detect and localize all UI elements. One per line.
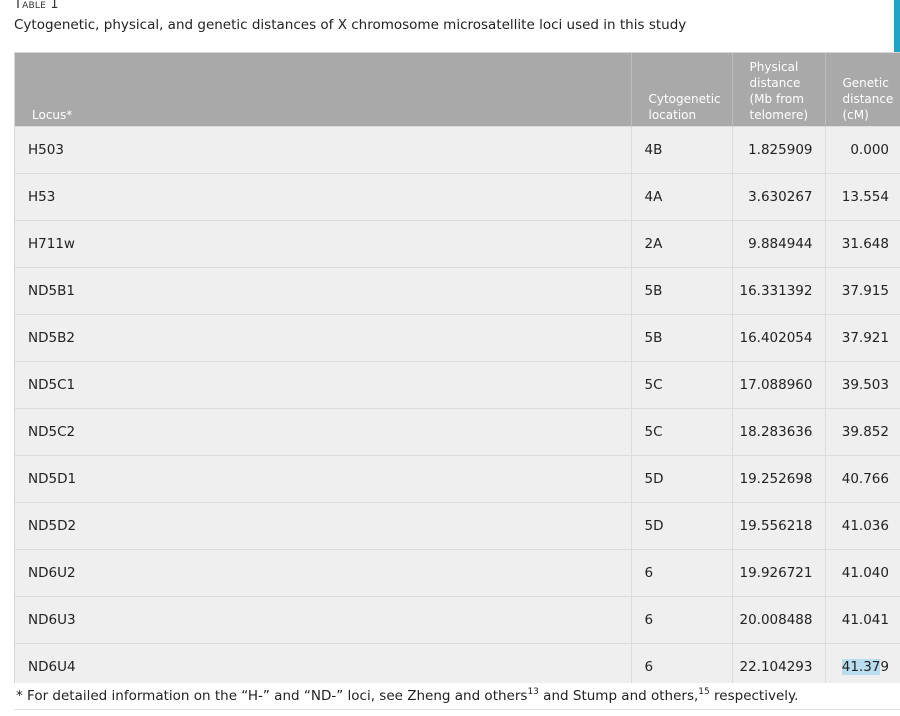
column-header-genetic: Genetic distance (cM) — [825, 53, 900, 127]
cell-genetic: 39.503 — [825, 362, 900, 409]
cell-genetic: 37.915 — [825, 268, 900, 315]
cell-cytogenetic: 4A — [631, 174, 732, 221]
cell-cytogenetic: 6 — [631, 644, 732, 691]
data-table-container[interactable] — [14, 52, 900, 690]
cell-locus: H711w — [15, 221, 631, 268]
data-table — [15, 53, 900, 690]
cell-cytogenetic: 4B — [631, 127, 732, 174]
table-row — [15, 456, 900, 503]
reference-link-13[interactable]: 13 — [527, 687, 539, 697]
cell-locus: ND5B2 — [15, 315, 631, 362]
table-row — [15, 409, 900, 456]
table-caption: Cytogenetic, physical, and genetic distances of X chromosome microsatellite loci used in this study — [14, 17, 687, 33]
cell-cytogenetic: 5B — [631, 268, 732, 315]
cell-physical: 18.283636 — [732, 409, 825, 456]
cell-locus: ND5B1 — [15, 268, 631, 315]
cell-cytogenetic: 5C — [631, 362, 732, 409]
reference-link-15[interactable]: 15 — [698, 687, 710, 697]
column-header-locus: Locus* — [15, 53, 631, 127]
table-label: Table 1 — [14, 0, 59, 12]
table-row — [15, 503, 900, 550]
table-row — [15, 221, 900, 268]
table-row — [15, 362, 900, 409]
cell-locus: ND6U3 — [15, 597, 631, 644]
cell-physical: 9.884944 — [732, 221, 825, 268]
footnote-text: and Stump and others, — [538, 688, 699, 704]
cell-physical: 22.104293 — [732, 644, 825, 691]
cell-physical: 16.402054 — [732, 315, 825, 362]
cell-physical: 1.825909 — [732, 127, 825, 174]
cell-cytogenetic: 5B — [631, 315, 732, 362]
cell-genetic: 31.648 — [825, 221, 900, 268]
table-footnote — [14, 683, 900, 710]
cell-genetic: 40.766 — [825, 456, 900, 503]
cell-locus: ND5D1 — [15, 456, 631, 503]
cell-physical: 19.556218 — [732, 503, 825, 550]
cell-cytogenetic: 5C — [631, 409, 732, 456]
cell-locus: H503 — [15, 127, 631, 174]
table-row — [15, 597, 900, 644]
cell-genetic: 41.041 — [825, 597, 900, 644]
cell-locus: H53 — [15, 174, 631, 221]
cell-physical: 19.252698 — [732, 456, 825, 503]
cell-genetic: 41.036 — [825, 503, 900, 550]
table-row — [15, 268, 900, 315]
cell-genetic-rest: 9 — [880, 659, 889, 675]
text-selection-highlight[interactable]: 41.37 — [841, 659, 881, 675]
cell-genetic: 39.852 — [825, 409, 900, 456]
cell-cytogenetic: 6 — [631, 597, 732, 644]
column-header-cytogenetic: Cytogenetic location — [631, 53, 732, 127]
footnote-text: * For detailed information on the “H-” and “ND-” loci, see Zheng and others — [16, 688, 528, 704]
cell-cytogenetic: 2A — [631, 221, 732, 268]
cell-physical: 3.630267 — [732, 174, 825, 221]
cell-physical: 17.088960 — [732, 362, 825, 409]
cell-locus: ND5D2 — [15, 503, 631, 550]
table-row — [15, 174, 900, 221]
table-row — [15, 315, 900, 362]
table-row — [15, 127, 900, 174]
cell-cytogenetic: 6 — [631, 550, 732, 597]
cell-cytogenetic: 5D — [631, 503, 732, 550]
cell-locus: ND5C2 — [15, 409, 631, 456]
cell-locus: ND6U2 — [15, 550, 631, 597]
cell-locus: ND6U4 — [15, 644, 631, 691]
cell-physical: 20.008488 — [732, 597, 825, 644]
footnote-text: respectively. — [709, 688, 799, 704]
column-header-physical: Physical distance (Mb from telomere) — [732, 53, 825, 127]
cell-genetic: 37.921 — [825, 315, 900, 362]
cell-cytogenetic: 5D — [631, 456, 732, 503]
cell-genetic: 0.000 — [825, 127, 900, 174]
cell-locus: ND5C1 — [15, 362, 631, 409]
table-header-row — [15, 53, 900, 127]
table-row — [15, 550, 900, 597]
cell-genetic: 41.040 — [825, 550, 900, 597]
cell-genetic: 13.554 — [825, 174, 900, 221]
cell-physical: 16.331392 — [732, 268, 825, 315]
cell-physical: 19.926721 — [732, 550, 825, 597]
